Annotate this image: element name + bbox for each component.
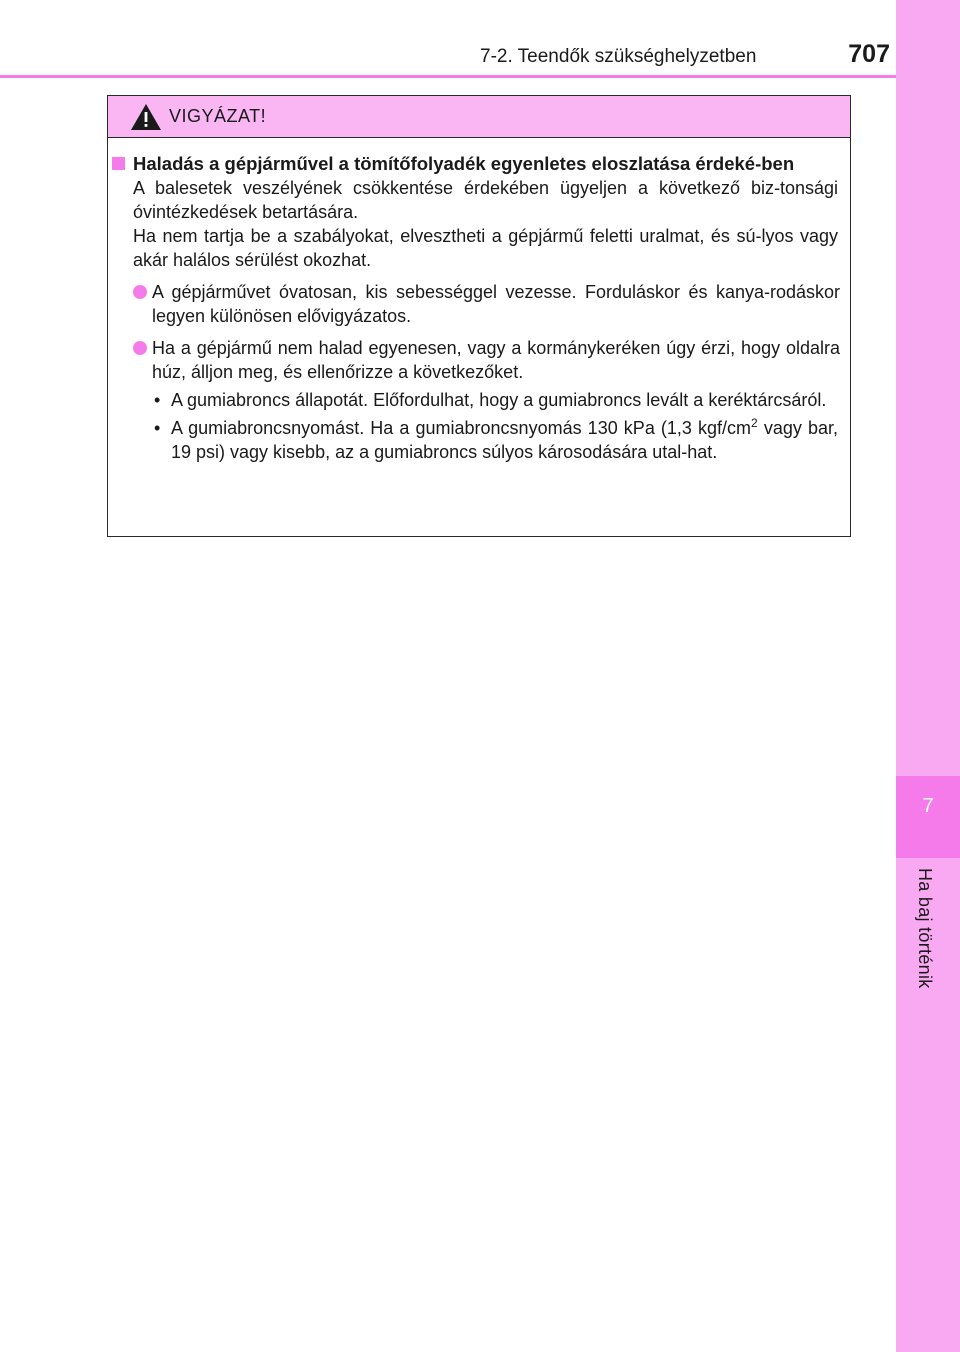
sub-bullet-mark: • — [154, 418, 161, 438]
bullet-1-text: A gépjárművet óvatosan, kis sebességgel vezesse. Forduláskor és kanya-rodáskor legyen különösen elővigyázatos. — [152, 282, 840, 326]
section-title: 7-2. Teendők szükséghelyzetben — [480, 46, 757, 67]
caution-sub-item-1 — [108, 388, 852, 412]
header-rule — [0, 75, 896, 78]
circle-bullet-icon — [133, 341, 147, 355]
caution-intro-1: A balesetek veszélyének csökkentése érdekében ügyeljen a következő biz-tonsági óvintézkedések betartására. — [133, 178, 838, 222]
circle-bullet-icon — [133, 285, 147, 299]
sub-1-text: A gumiabroncs állapotát. Előfordulhat, hogy a gumiabroncs levált a keréktárcsáról. — [171, 390, 827, 410]
caution-intro-2: Ha nem tartja be a szabályokat, elvesztheti a gépjármű feletti uralmat, és sú-lyos vagy akár halálos sérülést okozhat. — [133, 226, 838, 270]
caution-box — [107, 95, 851, 537]
sub-bullet-mark: • — [154, 390, 161, 410]
caution-header — [108, 96, 850, 138]
caution-bullet-1 — [108, 280, 852, 328]
square-bullet-icon — [112, 157, 125, 170]
chapter-title: Ha baj történik — [915, 868, 935, 989]
sub-2-text-b: vagy bar, 19 psi) vagy kisebb, az a gumiabroncs súlyos károsodására utal-hat. — [171, 418, 838, 462]
caution-bullet-2 — [108, 336, 852, 384]
caution-content — [108, 152, 852, 464]
caution-label: VIGYÁZAT! — [169, 106, 267, 126]
superscript-2: 2 — [751, 416, 758, 430]
caution-heading — [108, 152, 852, 176]
chapter-number: 7 — [922, 795, 934, 817]
caution-sub-item-2 — [108, 416, 852, 464]
sub-2-text-a: A gumiabroncsnyomást. Ha a gumiabroncsnyomás 130 kPa (1,3 kgf/cm — [171, 418, 752, 438]
chapter-side-tab — [896, 0, 960, 1352]
warning-triangle-icon — [130, 103, 162, 131]
bullet-2-text: Ha a gépjármű nem halad egyenesen, vagy a kormánykeréken úgy érzi, hogy oldalra húz, álljon meg, és ellenőrizze a következőket. — [152, 338, 840, 382]
page-number: 707 — [848, 40, 890, 68]
caution-heading-text: Haladás a gépjárművel a tömítőfolyadék egyenletes eloszlatása érdeké-ben — [133, 153, 795, 174]
page-header — [480, 38, 890, 68]
